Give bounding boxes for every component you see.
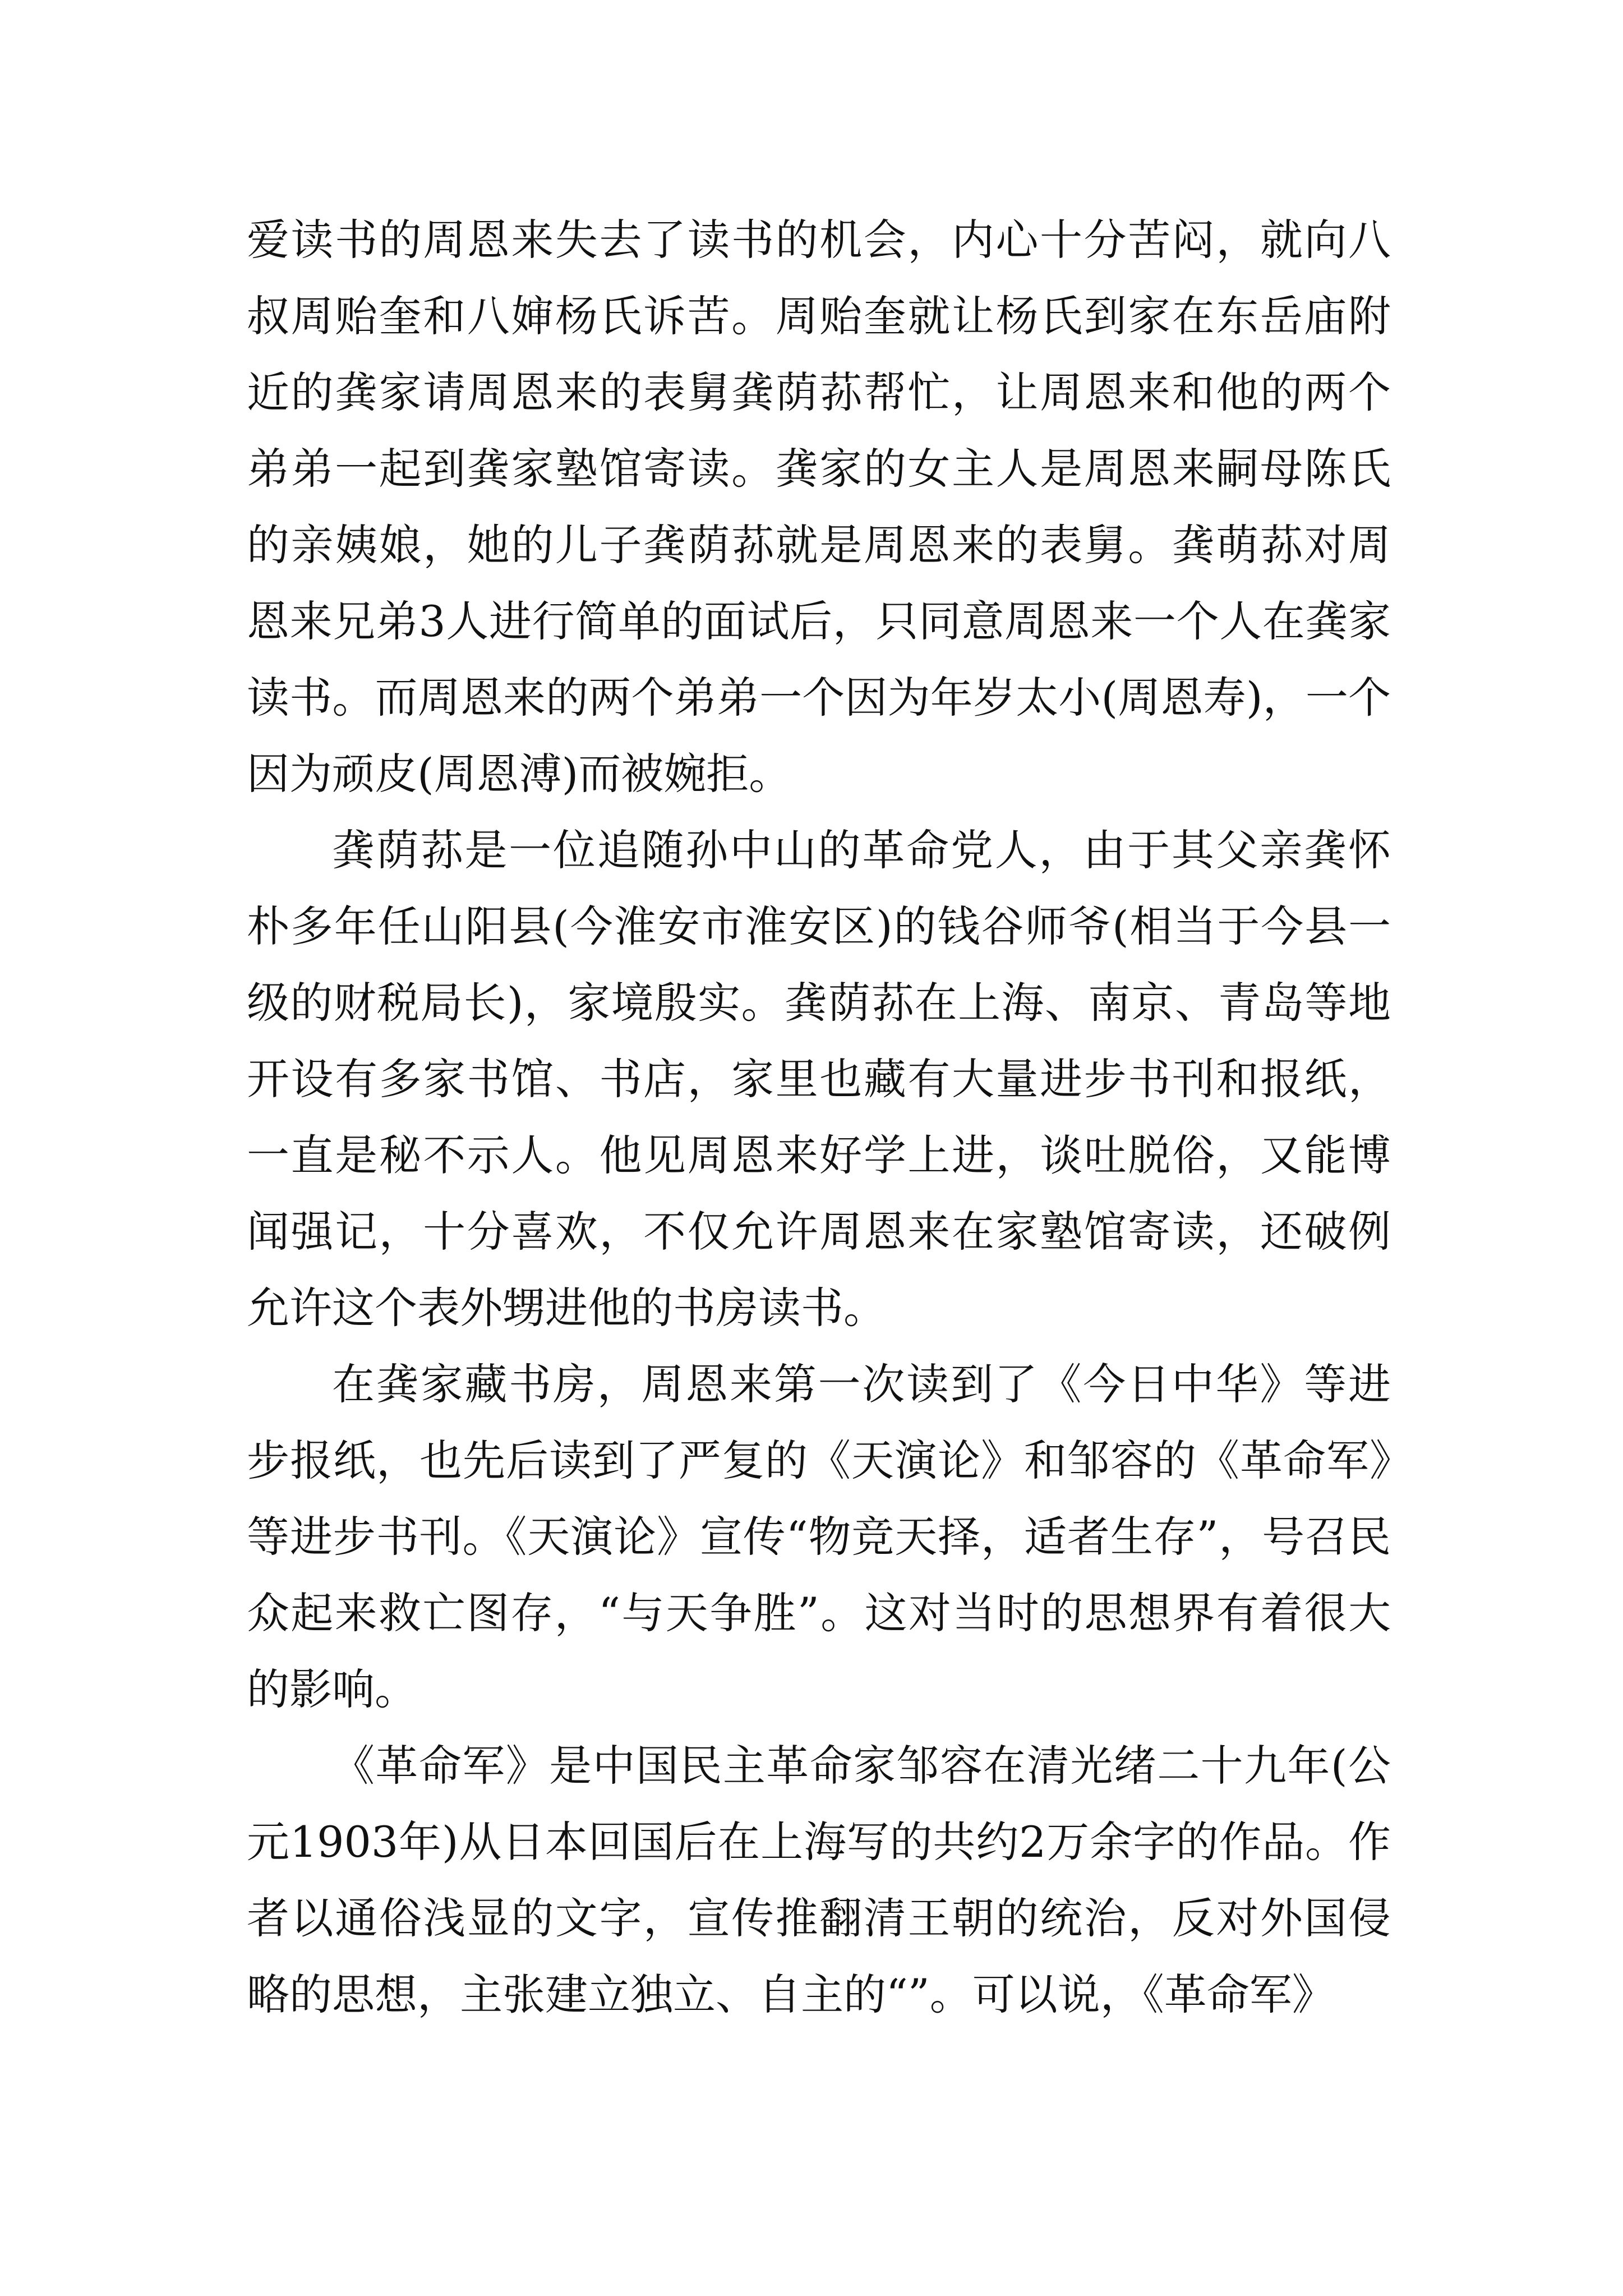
- paragraph-1: 爱读书的周恩来失去了读书的机会，内心十分苦闷，就向八叔周贻奎和八婶杨氏诉苦。周贻奎就让杨氏到家在东岳庙附近的龚家请周恩来的表舅龚荫荪帮忙，让周恩来和他的两个弟弟一起到龚家塾馆寄读。龚家的女主人是周恩来嗣母陈氏的亲姨娘，她的儿子龚荫荪就是周恩来的表舅。龚萌荪对周恩来兄弟3人进行简单的面试后，只同意周恩来一个人在龚家读书。而周恩来的两个弟弟一个因为年岁太小(周恩寿)，一个因为顽皮(周恩溥)而被婉拒。: [247, 215, 1391, 799]
- paragraph-4: 《革命军》是中国民主革命家邹容在清光绪二十九年(公元1903年)从日本回国后在上海写的共约2万余字的作品。作者以通俗浅显的文字，宣传推翻清王朝的统治，反对外国侵略的思想，主张建立独立、自主的“”。可以说，《革命军》: [247, 1741, 1391, 2019]
- body-text: [247, 202, 1391, 2033]
- paragraph-3: 在龚家藏书房，周恩来第一次读到了《今日中华》等进步报纸，也先后读到了严复的《天演论》和邹容的《革命军》等进步书刊。《天演论》宣传“物竞天择，适者生存”，号召民众起来救亡图存，“与天争胜”。这对当时的思想界有着很大的影响。: [247, 1359, 1391, 1714]
- paragraph-2: 龚荫荪是一位追随孙中山的革命党人，由于其父亲龚怀朴多年任山阳县(今淮安市淮安区)的钱谷师爷(相当于今县一级的财税局长)，家境殷实。龚荫荪在上海、南京、青岛等地开设有多家书馆、书店，家里也藏有大量进步书刊和报纸，一直是秘不示人。他见周恩来好学上进，谈吐脱俗，又能博闻强记，十分喜欢，不仅允许周恩来在家塾馆寄读，还破例允许这个表外甥进他的书房读书。: [247, 825, 1391, 1333]
